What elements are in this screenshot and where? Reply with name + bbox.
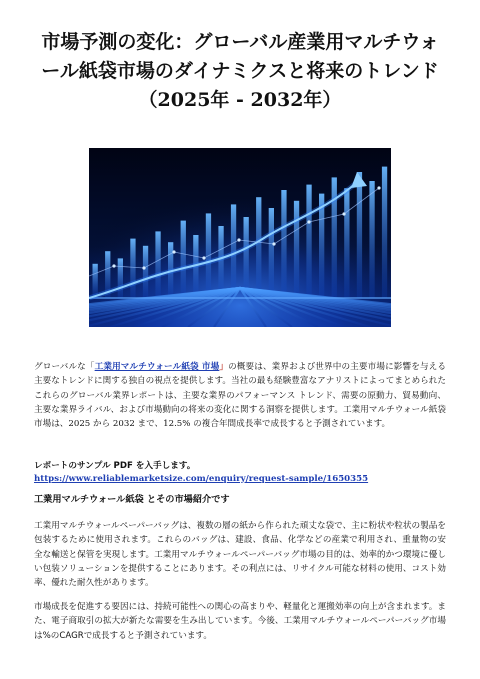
sample-link[interactable]: https://www.reliablemarketsize.com/enquiry/request-sample/1650355 (34, 473, 369, 484)
growth-factors-paragraph: 市場成長を促進する要因には、持続可能性への関心の高まりや、軽量化と運搬効率の向上が含まれます。また、電子商取引の拡大が新たな需要を生み出しています。今後、工業用マルチウォールペーパーバッグ市場は%のCAGRで成長すると予測されています。 (34, 602, 446, 641)
hero-bar (155, 231, 160, 298)
market-intro-paragraph: 工業用マルチウォールペーパーバッグは、複数の層の紙から作られた頑丈な袋で、主に粉状や粒状の製品を包装するために使用されます。これらのバッグは、建設、食品、化学などの産業で利用され、重量物の安全な輸送と保管を実現します。工業用マルチウォールペーパーバッグ市場の目的は、効率的かつ環境に優しい包装ソリューションを提供することにあります。その利点には、リサイクル可能な材料の使用、コスト効率、優れた耐久性があります。 (34, 521, 446, 589)
hero-image (89, 148, 391, 327)
title-line-2: ール紙袋市場のダイナミクスと将来のトレンド (41, 60, 439, 82)
title-years: （2025年 - 2032年） (138, 89, 342, 111)
hero-bar (382, 167, 387, 298)
hero-bar (344, 188, 349, 298)
market-link[interactable]: 工業用マルチウォール紙袋 市場 (94, 362, 220, 372)
hero-bar (130, 239, 135, 298)
hero-bar (181, 221, 186, 298)
hero-bar (306, 185, 311, 298)
page-title (24, 28, 456, 115)
section-heading: 工業用マルチウォール紙袋 とその市場紹介です (34, 494, 230, 505)
hero-bar (256, 197, 261, 298)
hero-bar (143, 246, 148, 298)
hero-bar (281, 190, 286, 298)
title-line-1: 市場予測の変化：グローバル産業用マルチウォ (41, 31, 439, 53)
sample-request (34, 460, 446, 485)
hero-bar (218, 226, 223, 298)
hero-bar (357, 172, 362, 298)
hero-bar (93, 264, 98, 298)
hero-bar (244, 217, 249, 298)
hero-bar (118, 258, 123, 298)
hero-horizon (89, 297, 391, 299)
sample-label: レポートのサンプル PDF を入手します。 (34, 461, 196, 471)
hero-bar (269, 208, 274, 298)
hero-bar (294, 201, 299, 298)
intro-paragraph: グローバルな「工業用マルチウォール紙袋 市場」の概要は、業界および世界中の主要市場に影響を与える主要なトレンドに関する独自の視点を提供します。当社の最も経験豊富なアナリストによってまとめられたこれらのグローバル業界レポートは、主要な業界のパフォーマンス トレンド、需要の原動力、貿易動向、主要な業界ライバル、および市場動向の将来の変化に関する洞察を提供します。工業用マルチウォール紙袋 市場は、2025 から 2032 まで、12.5% の複合年間成長率で成長すると予測されています。 (34, 362, 446, 430)
rising-trend-chart-icon (89, 148, 391, 327)
hero-bar (369, 181, 374, 298)
